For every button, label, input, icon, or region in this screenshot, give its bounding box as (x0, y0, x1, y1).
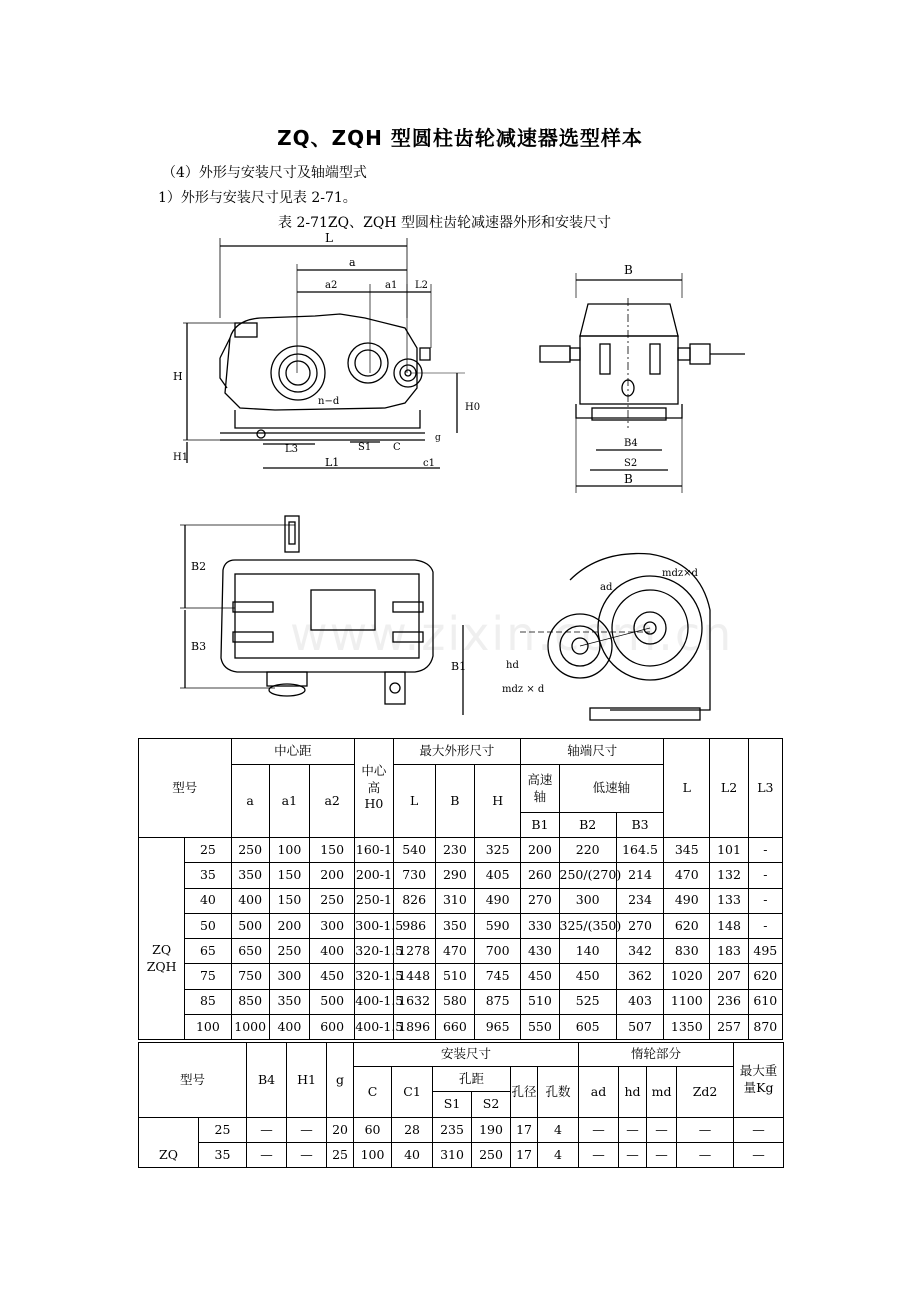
t2-header-md: md (647, 1067, 677, 1118)
table-cell: 140 (559, 939, 616, 964)
svg-text:S1: S1 (358, 442, 372, 453)
table-cell: 25 (199, 1118, 247, 1143)
table-cell: 250 (472, 1143, 511, 1168)
t1-header-model: 型号 (139, 739, 232, 838)
table-cell: 160-1 (355, 838, 393, 863)
table-row (139, 913, 783, 938)
t1-group-label: ZQ ZQH (139, 838, 185, 1040)
t2-header-hole-count: 孔数 (538, 1067, 579, 1118)
table-cell: — (677, 1143, 734, 1168)
table-cell: - (748, 863, 782, 888)
svg-text:B1: B1 (451, 660, 467, 673)
table-cell: 40 (185, 888, 231, 913)
table-cell: 320-1.5 (355, 939, 393, 964)
t1-header-center-height: 中心高 H0 (355, 739, 393, 838)
table-cell: 650 (231, 939, 269, 964)
table-cell: 40 (392, 1143, 433, 1168)
t1-body (139, 838, 783, 1040)
table-cell: 430 (521, 939, 559, 964)
table-cell: — (619, 1143, 647, 1168)
table-cell: — (734, 1118, 784, 1143)
table-cell: 300 (559, 888, 616, 913)
svg-text:B: B (624, 263, 633, 277)
table-cell: 35 (199, 1143, 247, 1168)
table-cell: 450 (559, 964, 616, 989)
watermark: www.zixin.com.cn (290, 607, 734, 661)
t2-body (139, 1118, 784, 1168)
table-cell: 1896 (393, 1015, 435, 1040)
table-cell: 1020 (664, 964, 710, 989)
t1-header-L2: L2 (710, 739, 748, 838)
table-cell: — (579, 1118, 619, 1143)
table-cell: — (734, 1143, 784, 1168)
table-cell: 310 (433, 1143, 472, 1168)
subsection-text: 1）外形与安装尺寸见表 2-71。 (158, 190, 357, 206)
table-cell: 1100 (664, 989, 710, 1014)
table-cell: 345 (664, 838, 710, 863)
table-cell: 148 (710, 913, 748, 938)
t1-header-maxB: B (435, 765, 474, 838)
t2-group-label: ZQ (139, 1118, 199, 1168)
side-view-drawing (520, 258, 760, 498)
table-cell: 550 (521, 1015, 559, 1040)
table-cell: 207 (710, 964, 748, 989)
svg-text:a2: a2 (325, 280, 338, 291)
t1-header-L: L (664, 739, 710, 838)
table-cell: 510 (521, 989, 559, 1014)
table-cell: 826 (393, 888, 435, 913)
table-cell: 4 (538, 1118, 579, 1143)
table-cell: 100 (185, 1015, 231, 1040)
table-cell: 100 (269, 838, 309, 863)
table-cell: 350 (231, 863, 269, 888)
table-cell: — (579, 1143, 619, 1168)
table-cell: 325/(350) (559, 913, 616, 938)
table-cell: 405 (475, 863, 521, 888)
table-cell: - (748, 888, 782, 913)
table-cell: 507 (616, 1015, 663, 1040)
section-heading: （4）外形与安装尺寸及轴端型式 (162, 165, 367, 181)
table-cell: — (677, 1118, 734, 1143)
table-cell: 25 (327, 1143, 354, 1168)
table-cell: 500 (310, 989, 355, 1014)
table-row (139, 1118, 784, 1143)
t1-header-max-size: 最大外形尺寸 (393, 739, 521, 765)
table-cell: - (748, 913, 782, 938)
table-cell: 50 (185, 913, 231, 938)
table-cell: — (619, 1118, 647, 1143)
table-cell: 190 (472, 1118, 511, 1143)
svg-text:C: C (393, 442, 401, 453)
table-cell: 17 (511, 1118, 538, 1143)
table-cell: 875 (475, 989, 521, 1014)
table-cell: 590 (475, 913, 521, 938)
table-row (139, 1015, 783, 1040)
t2-header-g: g (327, 1043, 354, 1118)
table-cell: 470 (435, 939, 474, 964)
table-cell: — (247, 1143, 287, 1168)
svg-text:B3: B3 (191, 640, 207, 653)
svg-text:hd: hd (506, 660, 519, 671)
table-cell: 101 (710, 838, 748, 863)
svg-text:mdz × d: mdz × d (502, 684, 545, 695)
table-cell: 150 (310, 838, 355, 863)
svg-text:H1: H1 (173, 452, 189, 463)
svg-text:n−d: n−d (318, 396, 340, 407)
t2-header-hd: hd (619, 1067, 647, 1118)
table-cell: - (748, 838, 782, 863)
table-cell: 75 (185, 964, 231, 989)
table-cell: 1448 (393, 964, 435, 989)
svg-text:B2: B2 (191, 560, 207, 573)
table-cell: 214 (616, 863, 663, 888)
table-cell: — (287, 1143, 327, 1168)
table-cell: 270 (616, 913, 663, 938)
svg-text:L2: L2 (415, 280, 429, 291)
table-row (139, 1143, 784, 1168)
dim-L: L (325, 231, 333, 245)
table-cell: 400-1.5 (355, 989, 393, 1014)
table-cell: 350 (269, 989, 309, 1014)
table-cell: 200 (269, 913, 309, 938)
table-cell: 164.5 (616, 838, 663, 863)
table-row (139, 964, 783, 989)
table-cell: 17 (511, 1143, 538, 1168)
dimensions-table-2 (138, 1042, 784, 1168)
table-cell: 400 (231, 888, 269, 913)
table-cell: 450 (521, 964, 559, 989)
table-cell: 362 (616, 964, 663, 989)
table-row (139, 939, 783, 964)
table-cell: 20 (327, 1118, 354, 1143)
table-cell: 100 (354, 1143, 392, 1168)
table-cell: 35 (185, 863, 231, 888)
table-cell: 290 (435, 863, 474, 888)
table-cell: — (287, 1118, 327, 1143)
table-cell: 1278 (393, 939, 435, 964)
table-cell: 300 (269, 964, 309, 989)
table-cell: 450 (310, 964, 355, 989)
svg-text:B: B (624, 472, 633, 486)
table-cell: 965 (475, 1015, 521, 1040)
table-cell: 605 (559, 1015, 616, 1040)
svg-text:g: g (435, 433, 441, 443)
table-cell: 250-1 (355, 888, 393, 913)
svg-text:L1: L1 (325, 456, 340, 469)
table-cell: 230 (435, 838, 474, 863)
table-row (139, 863, 783, 888)
t2-header-hole-diameter: 孔径 (511, 1067, 538, 1118)
svg-text:S2: S2 (624, 458, 638, 469)
table-cell: 500 (231, 913, 269, 938)
table-cell: 1632 (393, 989, 435, 1014)
table-cell: 600 (310, 1015, 355, 1040)
table-cell: 236 (710, 989, 748, 1014)
t2-header-S2: S2 (472, 1092, 511, 1118)
t1-header-maxL: L (393, 765, 435, 838)
table-cell: 270 (521, 888, 559, 913)
table-cell: 60 (354, 1118, 392, 1143)
svg-text:a1: a1 (385, 280, 398, 291)
svg-text:c1: c1 (423, 458, 435, 469)
table-cell: 320-1.5 (355, 964, 393, 989)
t2-header-Zd2: Zd2 (677, 1067, 734, 1118)
table-cell: 250 (310, 888, 355, 913)
t2-header-model: 型号 (139, 1043, 247, 1118)
table-cell: 400 (310, 939, 355, 964)
table-cell: 250/(270) (559, 863, 616, 888)
table-cell: 620 (664, 913, 710, 938)
t2-header-C: C (354, 1067, 392, 1118)
table-cell: 150 (269, 863, 309, 888)
t1-header-a: a (231, 765, 269, 838)
table-cell: 610 (748, 989, 782, 1014)
table-cell: 200 (521, 838, 559, 863)
svg-text:H: H (173, 370, 183, 383)
t1-header-B3: B3 (616, 813, 663, 838)
t2-header-weight: 最大重量Kg (734, 1043, 784, 1118)
table-cell: 510 (435, 964, 474, 989)
table-cell: 234 (616, 888, 663, 913)
table-cell: 750 (231, 964, 269, 989)
table-cell: 830 (664, 939, 710, 964)
table-cell: 132 (710, 863, 748, 888)
table-cell: 620 (748, 964, 782, 989)
dimensions-table-1 (138, 738, 783, 1040)
t2-header-ad: ad (579, 1067, 619, 1118)
table-cell: 700 (475, 939, 521, 964)
table-row (139, 989, 783, 1014)
table-cell: 400 (269, 1015, 309, 1040)
t1-header-low-speed: 低速轴 (559, 765, 664, 813)
table-cell: 183 (710, 939, 748, 964)
table-cell: 220 (559, 838, 616, 863)
table-row (139, 888, 783, 913)
t2-header-idler: 惰轮部分 (579, 1043, 734, 1067)
table-cell: 350 (435, 913, 474, 938)
svg-text:a: a (349, 256, 356, 269)
table-cell: — (647, 1143, 677, 1168)
table-cell: 1350 (664, 1015, 710, 1040)
table-cell: 1000 (231, 1015, 269, 1040)
table-cell: 65 (185, 939, 231, 964)
table-cell: 400-1.5 (355, 1015, 393, 1040)
t1-header-maxH: H (475, 765, 521, 838)
table-cell: 150 (269, 888, 309, 913)
t1-header-B1: B1 (521, 813, 559, 838)
table-cell: 133 (710, 888, 748, 913)
table-cell: 257 (710, 1015, 748, 1040)
t1-header-shaft: 轴端尺寸 (521, 739, 664, 765)
t1-header-high-speed: 高速轴 (521, 765, 559, 813)
table-row (139, 838, 783, 863)
table-caption: 表 2-71ZQ、ZQH 型圆柱齿轮减速器外形和安装尺寸 (278, 215, 611, 231)
svg-text:ad: ad (600, 582, 613, 593)
table-cell: 300-1.5 (355, 913, 393, 938)
table-cell: 4 (538, 1143, 579, 1168)
table-cell: 730 (393, 863, 435, 888)
svg-text:L3: L3 (285, 444, 299, 455)
table-cell: 540 (393, 838, 435, 863)
table-cell: 745 (475, 964, 521, 989)
table-cell: 342 (616, 939, 663, 964)
table-cell: 490 (664, 888, 710, 913)
table-cell: 470 (664, 863, 710, 888)
table-cell: 28 (392, 1118, 433, 1143)
table-cell: 235 (433, 1118, 472, 1143)
table-cell: 660 (435, 1015, 474, 1040)
table-cell: 25 (185, 838, 231, 863)
table-cell: 300 (310, 913, 355, 938)
t1-header-B2: B2 (559, 813, 616, 838)
table-cell: — (247, 1118, 287, 1143)
table-cell: 580 (435, 989, 474, 1014)
table-cell: 870 (748, 1015, 782, 1040)
table-cell: 325 (475, 838, 521, 863)
t2-header-hole-distance: 孔距 (433, 1067, 511, 1092)
table-cell: 495 (748, 939, 782, 964)
table-cell: 250 (231, 838, 269, 863)
t2-header-C1: C1 (392, 1067, 433, 1118)
table-cell: 490 (475, 888, 521, 913)
table-cell: 525 (559, 989, 616, 1014)
table-cell: 200 (310, 863, 355, 888)
table-cell: — (647, 1118, 677, 1143)
t1-header-a1: a1 (269, 765, 309, 838)
t2-header-H1: H1 (287, 1043, 327, 1118)
t2-header-B4: B4 (247, 1043, 287, 1118)
table-cell: 250 (269, 939, 309, 964)
table-cell: 310 (435, 888, 474, 913)
svg-text:B4: B4 (624, 438, 638, 449)
table-cell: 850 (231, 989, 269, 1014)
t2-header-install: 安装尺寸 (354, 1043, 579, 1067)
front-view-drawing (165, 228, 495, 496)
table-cell: 330 (521, 913, 559, 938)
table-cell: 85 (185, 989, 231, 1014)
t2-header-S1: S1 (433, 1092, 472, 1118)
table-cell: 403 (616, 989, 663, 1014)
t1-header-center-distance: 中心距 (231, 739, 355, 765)
table-cell: 200-1 (355, 863, 393, 888)
t1-header-a2: a2 (310, 765, 355, 838)
svg-text:H0: H0 (465, 402, 481, 413)
svg-text:mdz×d: mdz×d (662, 568, 698, 579)
t1-header-L3: L3 (748, 739, 782, 838)
page-title: ZQ、ZQH 型圆柱齿轮减速器选型样本 (277, 126, 643, 150)
table-cell: 260 (521, 863, 559, 888)
table-cell: 986 (393, 913, 435, 938)
